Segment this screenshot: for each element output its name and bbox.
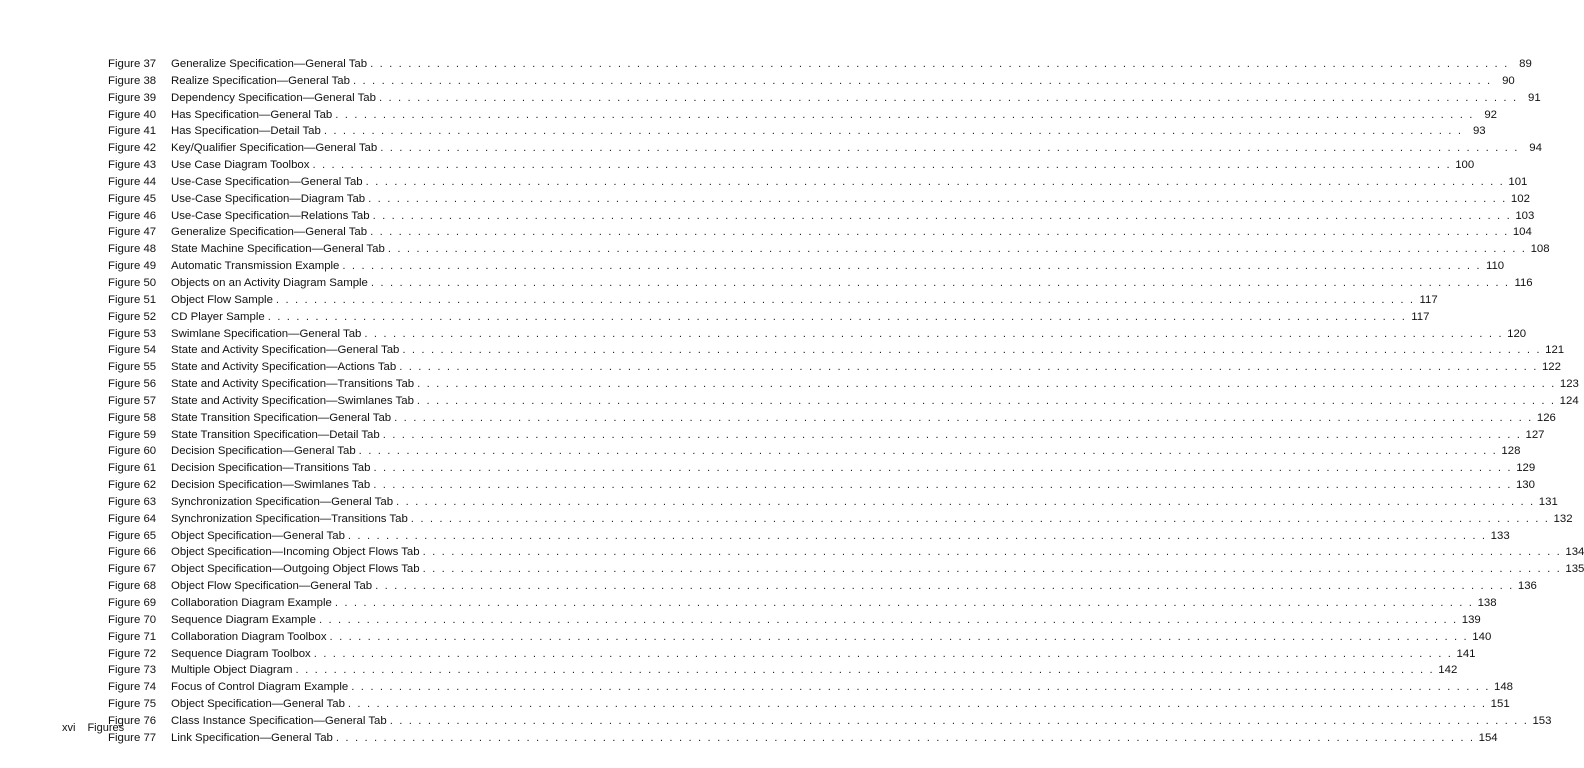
toc-entry[interactable] <box>108 681 1514 698</box>
page-number: 91 <box>1528 91 1541 104</box>
page-number: 100 <box>1455 159 1475 172</box>
figure-number: Figure 71 <box>108 630 157 643</box>
dot-leader: . . . . . . . . . . . . . . . . . . . . . . . . . . . . . . . . . . . . . . . . . . . . . . . . . . . . . . . . . . . . . . . . . . . . . . . . . . . . . . . . . . . . . . . . . . . . . . . . . . . . . . . . . . . . . . . . . . . . . . . . <box>323 125 1463 138</box>
figure-number: Figure 37 <box>108 58 157 70</box>
dot-leader: . . . . . . . . . . . . . . . . . . . . . . . . . . . . . . . . . . . . . . . . . . . . . . . . . . . . . . . . . . . . . . . . . . . . . . . . . . . . . . . . . . . . . . . . . . . . . . . . . . . . . . . . . . . . . . . . . . . . . . . . <box>352 74 1492 87</box>
dot-leader: . . . . . . . . . . . . . . . . . . . . . . . . . . . . . . . . . . . . . . . . . . . . . . . . . . . . . . . . . . . . . . . . . . . . . . . . . . . . . . . . . . . . . . . . . . . . . . . . . . . . . . . . . . . . . . . . . . . . . . . . <box>396 495 1535 508</box>
toc-entry[interactable] <box>108 731 1498 749</box>
toc-entry[interactable] <box>108 159 1475 176</box>
dot-leader: . . . . . . . . . . . . . . . . . . . . . . . . . . . . . . . . . . . . . . . . . . . . . . . . . . . . . . . . . . . . . . . . . . . . . . . . . . . . . . . . . . . . . . . . . . . . . . . . . . . . . . . . . . . . . . . . . . . . . . . . <box>342 260 1482 273</box>
page-number: 124 <box>1559 394 1579 407</box>
figure-number: Figure 38 <box>108 74 157 87</box>
page-number: 110 <box>1485 260 1505 273</box>
page-number: 128 <box>1501 445 1521 458</box>
toc-entry[interactable] <box>108 580 1537 597</box>
page-number: 153 <box>1532 714 1552 727</box>
toc-entry[interactable] <box>108 74 1515 92</box>
page-number: 132 <box>1553 512 1573 525</box>
figure-number: Figure 45 <box>108 192 157 205</box>
page-footer <box>62 722 136 734</box>
page-number: 139 <box>1461 613 1481 626</box>
toc-entry[interactable] <box>108 630 1492 648</box>
toc-entry[interactable] <box>108 613 1481 631</box>
figure-title: State Transition Specification—Detail Tab <box>171 428 380 441</box>
toc-entry[interactable] <box>108 260 1505 277</box>
page-number: 133 <box>1490 529 1510 542</box>
figure-title: Generalize Specification—General Tab <box>171 58 368 70</box>
figure-title: Sequence Diagram Toolbox <box>171 647 311 660</box>
footer-page-number: xvi <box>62 722 76 734</box>
figure-number: Figure 55 <box>108 361 157 374</box>
page-number: 154 <box>1478 731 1498 744</box>
dot-leader: . . . . . . . . . . . . . . . . . . . . . . . . . . . . . . . . . . . . . . . . . . . . . . . . . . . . . . . . . . . . . . . . . . . . . . . . . . . . . . . . . . . . . . . . . . . . . . . . . . . . . . . . . . . . . . . . . . . . . . . . <box>319 613 1458 626</box>
dot-leader: . . . . . . . . . . . . . . . . . . . . . . . . . . . . . . . . . . . . . . . . . . . . . . . . . . . . . . . . . . . . . . . . . . . . . . . . . . . . . . . . . . . . . . . . . . . . . . . . . . . . . . . . . . . . . . . . . . . . . . . . <box>335 731 1475 744</box>
dot-leader: . . . . . . . . . . . . . . . . . . . . . . . . . . . . . . . . . . . . . . . . . . . . . . . . . . . . . . . . . . . . . . . . . . . . . . . . . . . . . . . . . . . . . . . . . . . . . . . . . . . . . . . . . . . . . . . . . . . . . . . . <box>275 293 1415 306</box>
figure-number: Figure 53 <box>108 327 157 340</box>
figure-number: Figure 64 <box>108 512 157 525</box>
toc-entry[interactable] <box>108 175 1528 193</box>
figure-number: Figure 72 <box>108 647 157 660</box>
figure-number: Figure 42 <box>108 142 157 155</box>
page-number: 117 <box>1419 293 1438 306</box>
dot-leader: . . . . . . . . . . . . . . . . . . . . . . . . . . . . . . . . . . . . . . . . . . . . . . . . . . . . . . . . . . . . . . . . . . . . . . . . . . . . . . . . . . . . . . . . . . . . . . . . . . . . . . . . . . . . . . . . . . . . . . . . <box>373 479 1512 492</box>
figure-title: State Transition Specification—General Tab <box>171 411 392 424</box>
dot-leader: . . . . . . . . . . . . . . . . . . . . . . . . . . . . . . . . . . . . . . . . . . . . . . . . . . . . . . . . . . . . . . . . . . . . . . . . . . . . . . . . . . . . . . . . . . . . . . . . . . . . . . . . . . . . . . . . . . . . . . . . <box>351 681 1491 694</box>
figure-number: Figure 74 <box>108 681 157 694</box>
dot-leader: . . . . . . . . . . . . . . . . . . . . . . . . . . . . . . . . . . . . . . . . . . . . . . . . . . . . . . . . . . . . . . . . . . . . . . . . . . . . . . . . . . . . . . . . . . . . . . . . . . . . . . . . . . . . . . . . . . . . . . . . <box>312 159 1452 172</box>
toc-entry[interactable] <box>108 378 1579 395</box>
dot-leader: . . . . . . . . . . . . . . . . . . . . . . . . . . . . . . . . . . . . . . . . . . . . . . . . . . . . . . . . . . . . . . . . . . . . . . . . . . . . . . . . . . . . . . . . . . . . . . . . . . . . . . . . . . . . . . . . . . . . . . . . <box>375 580 1514 593</box>
page-number: 102 <box>1510 192 1530 205</box>
toc-entry[interactable] <box>108 714 1552 732</box>
page-number: 126 <box>1536 411 1556 424</box>
dot-leader: . . . . . . . . . . . . . . . . . . . . . . . . . . . . . . . . . . . . . . . . . . . . . . . . . . . . . . . . . . . . . . . . . . . . . . . . . . . . . . . . . . . . . . . . . . . . . . . . . . . . . . . . . . . . . . . . . . . . . . . . <box>334 597 1474 609</box>
toc-entry[interactable] <box>108 597 1497 614</box>
page-number: 127 <box>1525 428 1545 441</box>
page-number: 108 <box>1530 243 1550 256</box>
figure-title: Sequence Diagram Example <box>171 613 316 626</box>
figure-number: Figure 51 <box>108 293 157 306</box>
page-number: 135 <box>1565 563 1584 576</box>
toc-entry[interactable] <box>108 327 1527 345</box>
dot-leader: . . . . . . . . . . . . . . . . . . . . . . . . . . . . . . . . . . . . . . . . . . . . . . . . . . . . . . . . . . . . . . . . . . . . . . . . . . . . . . . . . . . . . . . . . . . . . . . . . . . . . . . . . . . . . . . . . . . . . . . . <box>410 512 1550 525</box>
figure-number: Figure 66 <box>108 546 157 559</box>
dot-leader: . . . . . . . . . . . . . . . . . . . . . . . . . . . . . . . . . . . . . . . . . . . . . . . . . . . . . . . . . . . . . . . . . . . . . . . . . . . . . . . . . . . . . . . . . . . . . . . . . . . . . . . . . . . . . . . . . . . . . . . . <box>382 428 1522 441</box>
figure-title: State and Activity Specification—Actions Tab <box>171 361 397 374</box>
dot-leader: . . . . . . . . . . . . . . . . . . . . . . . . . . . . . . . . . . . . . . . . . . . . . . . . . . . . . . . . . . . . . . . . . . . . . . . . . . . . . . . . . . . . . . . . . . . . . . . . . . . . . . . . . . . . . . . . . . . . . . . . <box>394 411 1533 424</box>
figure-title: Automatic Transmission Example <box>171 260 340 273</box>
dot-leader: . . . . . . . . . . . . . . . . . . . . . . . . . . . . . . . . . . . . . . . . . . . . . . . . . . . . . . . . . . . . . . . . . . . . . . . . . . . . . . . . . . . . . . . . . . . . . . . . . . . . . . . . . . . . . . . . . . . . . . . . <box>402 344 1542 357</box>
page-number: 122 <box>1541 361 1561 374</box>
toc-entry[interactable] <box>108 293 1438 311</box>
figure-number: Figure 58 <box>108 411 157 424</box>
figure-number: Figure 63 <box>108 495 157 508</box>
figure-number: Figure 68 <box>108 580 157 593</box>
page-number: 142 <box>1438 664 1458 677</box>
dot-leader: . . . . . . . . . . . . . . . . . . . . . . . . . . . . . . . . . . . . . . . . . . . . . . . . . . . . . . . . . . . . . . . . . . . . . . . . . . . . . . . . . . . . . . . . . . . . . . . . . . . . . . . . . . . . . . . . . . . . . . . . <box>370 226 1509 239</box>
toc-entry[interactable] <box>108 243 1550 260</box>
toc-entry[interactable] <box>108 479 1535 496</box>
figure-number: Figure 77 <box>108 731 157 744</box>
figure-number: Figure 67 <box>108 563 157 576</box>
dot-leader: . . . . . . . . . . . . . . . . . . . . . . . . . . . . . . . . . . . . . . . . . . . . . . . . . . . . . . . . . . . . . . . . . . . . . . . . . . . . . . . . . . . . . . . . . . . . . . . . . . . . . . . . . . . . . . . . . . . . . . . . <box>329 630 1469 643</box>
toc-entry[interactable] <box>108 394 1579 412</box>
page-number: 103 <box>1515 209 1535 222</box>
figure-title: Use-Case Specification—General Tab <box>171 175 363 188</box>
figure-number: Figure 65 <box>108 529 157 542</box>
figure-title: Has Specification—General Tab <box>171 108 333 121</box>
dot-leader: . . . . . . . . . . . . . . . . . . . . . . . . . . . . . . . . . . . . . . . . . . . . . . . . . . . . . . . . . . . . . . . . . . . . . . . . . . . . . . . . . . . . . . . . . . . . . . . . . . . . . . . . . . . . . . . . . . . . . . . . <box>368 192 1507 205</box>
toc-entry[interactable] <box>108 142 1542 159</box>
figure-title: State Machine Specification—General Tab <box>171 243 385 256</box>
figure-number: Figure 49 <box>108 260 157 273</box>
toc-entry[interactable] <box>108 58 1532 75</box>
page-number: 123 <box>1559 378 1579 391</box>
dot-leader: . . . . . . . . . . . . . . . . . . . . . . . . . . . . . . . . . . . . . . . . . . . . . . . . . . . . . . . . . . . . . . . . . . . . . . . . . . . . . . . . . . . . . . . . . . . . . . . . . . . . . . . . . . . . . . . . . . . . . . . . <box>313 647 1453 660</box>
dot-leader: . . . . . . . . . . . . . . . . . . . . . . . . . . . . . . . . . . . . . . . . . . . . . . . . . . . . . . . . . . . . . . . . . . . . . . . . . . . . . . . . . . . . . . . . . . . . . . . . . . . . . . . . . . . . . . . . . . . . . . . . <box>370 276 1510 289</box>
figure-number: Figure 59 <box>108 428 157 441</box>
figure-number: Figure 43 <box>108 159 157 172</box>
page-number: 94 <box>1529 142 1542 155</box>
page-number: 92 <box>1484 108 1498 121</box>
toc-entry[interactable] <box>108 108 1498 126</box>
page-number: 148 <box>1494 681 1514 694</box>
figure-title: Decision Specification—Swimlanes Tab <box>171 479 371 492</box>
figure-number: Figure 39 <box>108 91 157 104</box>
dot-leader: . . . . . . . . . . . . . . . . . . . . . . . . . . . . . . . . . . . . . . . . . . . . . . . . . . . . . . . . . . . . . . . . . . . . . . . . . . . . . . . . . . . . . . . . . . . . . . . . . . . . . . . . . . . . . . . . . . . . . . . . <box>365 175 1505 188</box>
page-number: 131 <box>1538 495 1558 508</box>
page-number: 151 <box>1490 698 1510 711</box>
figure-title: State and Activity Specification—Transitions Tab <box>171 378 415 391</box>
page-number: 130 <box>1515 479 1535 492</box>
toc-entry[interactable] <box>108 91 1541 109</box>
figure-title: Class Instance Specification—General Tab <box>171 714 387 727</box>
figure-title: CD Player Sample <box>171 310 265 323</box>
figure-title: Decision Specification—General Tab <box>171 445 356 458</box>
page-number: 129 <box>1516 462 1536 475</box>
figure-number: Figure 56 <box>108 378 157 391</box>
page-number: 104 <box>1512 226 1532 239</box>
toc-entry[interactable] <box>108 361 1561 378</box>
figure-title: Object Flow Specification—General Tab <box>171 580 373 593</box>
figure-number: Figure 44 <box>108 175 157 188</box>
figure-title: Has Specification—Detail Tab <box>171 125 321 138</box>
figure-number: Figure 61 <box>108 462 157 475</box>
figure-number: Figure 40 <box>108 108 157 121</box>
toc-entry[interactable] <box>108 664 1458 681</box>
list-of-figures <box>108 58 1584 749</box>
figure-number: Figure 57 <box>108 394 157 407</box>
page-number: 138 <box>1477 597 1497 609</box>
toc-entry[interactable] <box>108 529 1510 547</box>
figure-number: Figure 50 <box>108 276 157 289</box>
figure-number: Figure 76 <box>108 714 157 727</box>
page-number: 101 <box>1508 175 1528 188</box>
dot-leader: . . . . . . . . . . . . . . . . . . . . . . . . . . . . . . . . . . . . . . . . . . . . . . . . . . . . . . . . . . . . . . . . . . . . . . . . . . . . . . . . . . . . . . . . . . . . . . . . . . . . . . . . . . . . . . . . . . . . . . . . <box>347 698 1487 711</box>
page-number: 140 <box>1472 630 1492 643</box>
toc-entry[interactable] <box>108 563 1584 580</box>
page-number: 89 <box>1519 58 1532 70</box>
toc-entry[interactable] <box>108 344 1565 361</box>
figure-title: State and Activity Specification—Swimlanes Tab <box>171 394 414 407</box>
figure-number: Figure 47 <box>108 226 157 239</box>
dot-leader: . . . . . . . . . . . . . . . . . . . . . . . . . . . . . . . . . . . . . . . . . . . . . . . . . . . . . . . . . . . . . . . . . . . . . . . . . . . . . . . . . . . . . . . . . . . . . . . . . . . . . . . . . . . . . . . . . . . . . . . . <box>422 546 1562 559</box>
toc-entry[interactable] <box>108 209 1535 227</box>
toc-entry[interactable] <box>108 462 1536 479</box>
figure-number: Figure 54 <box>108 344 157 357</box>
toc-entry[interactable] <box>108 546 1584 563</box>
figure-number: Figure 46 <box>108 209 157 222</box>
dot-leader: . . . . . . . . . . . . . . . . . . . . . . . . . . . . . . . . . . . . . . . . . . . . . . . . . . . . . . . . . . . . . . . . . . . . . . . . . . . . . . . . . . . . . . . . . . . . . . . . . . . . . . . . . . . . . . . . . . . . . . . . <box>335 108 1475 121</box>
figure-number: Figure 48 <box>108 243 157 256</box>
page-number: 141 <box>1456 647 1476 660</box>
page-number: 93 <box>1472 125 1486 138</box>
toc-entry[interactable] <box>108 411 1556 429</box>
toc-entry[interactable] <box>108 192 1530 210</box>
figure-number: Figure 75 <box>108 698 157 711</box>
figure-title: Link Specification—General Tab <box>171 731 333 744</box>
dot-leader: . . . . . . . . . . . . . . . . . . . . . . . . . . . . . . . . . . . . . . . . . . . . . . . . . . . . . . . . . . . . . . . . . . . . . . . . . . . . . . . . . . . . . . . . . . . . . . . . . . . . . . . . . . . . . . . . . . . . . . . . <box>389 714 1529 727</box>
figure-title: Object Flow Sample <box>171 293 273 306</box>
figure-title: Multiple Object Diagram <box>171 664 293 677</box>
page-number: 116 <box>1514 276 1533 289</box>
dot-leader: . . . . . . . . . . . . . . . . . . . . . . . . . . . . . . . . . . . . . . . . . . . . . . . . . . . . . . . . . . . . . . . . . . . . . . . . . . . . . . . . . . . . . . . . . . . . . . . . . . . . . . . . . . . . . . . . . . . . . . . . <box>387 243 1527 256</box>
figure-number: Figure 52 <box>108 310 157 323</box>
figure-number: Figure 69 <box>108 597 157 609</box>
figure-title: Object Specification—General Tab <box>171 698 345 711</box>
toc-entry[interactable] <box>108 310 1430 328</box>
dot-leader: . . . . . . . . . . . . . . . . . . . . . . . . . . . . . . . . . . . . . . . . . . . . . . . . . . . . . . . . . . . . . . . . . . . . . . . . . . . . . . . . . . . . . . . . . . . . . . . . . . . . . . . . . . . . . . . . . . . . . . . . <box>364 327 1504 340</box>
figure-number: Figure 62 <box>108 479 157 492</box>
figure-title: Objects on an Activity Diagram Sample <box>171 276 368 289</box>
figure-title: Key/Qualifier Specification—General Tab <box>171 142 378 155</box>
dot-leader: . . . . . . . . . . . . . . . . . . . . . . . . . . . . . . . . . . . . . . . . . . . . . . . . . . . . . . . . . . . . . . . . . . . . . . . . . . . . . . . . . . . . . . . . . . . . . . . . . . . . . . . . . . . . . . . . . . . . . . . . <box>370 58 1509 70</box>
figure-title: Realize Specification—General Tab <box>171 74 350 87</box>
dot-leader: . . . . . . . . . . . . . . . . . . . . . . . . . . . . . . . . . . . . . . . . . . . . . . . . . . . . . . . . . . . . . . . . . . . . . . . . . . . . . . . . . . . . . . . . . . . . . . . . . . . . . . . . . . . . . . . . . . . . . . . . <box>399 361 1538 374</box>
dot-leader: . . . . . . . . . . . . . . . . . . . . . . . . . . . . . . . . . . . . . . . . . . . . . . . . . . . . . . . . . . . . . . . . . . . . . . . . . . . . . . . . . . . . . . . . . . . . . . . . . . . . . . . . . . . . . . . . . . . . . . . . <box>416 394 1556 407</box>
dot-leader: . . . . . . . . . . . . . . . . . . . . . . . . . . . . . . . . . . . . . . . . . . . . . . . . . . . . . . . . . . . . . . . . . . . . . . . . . . . . . . . . . . . . . . . . . . . . . . . . . . . . . . . . . . . . . . . . . . . . . . . . <box>380 142 1519 155</box>
toc-entry[interactable] <box>108 495 1558 513</box>
figure-title: Object Specification—General Tab <box>171 529 345 542</box>
page-number: 134 <box>1565 546 1584 559</box>
toc-entry[interactable] <box>108 125 1486 142</box>
figure-title: Object Specification—Incoming Object Flows Tab <box>171 546 420 559</box>
page-number: 117 <box>1411 310 1430 323</box>
dot-leader: . . . . . . . . . . . . . . . . . . . . . . . . . . . . . . . . . . . . . . . . . . . . . . . . . . . . . . . . . . . . . . . . . . . . . . . . . . . . . . . . . . . . . . . . . . . . . . . . . . . . . . . . . . . . . . . . . . . . . . . . <box>267 310 1407 323</box>
page-number: 121 <box>1545 344 1565 357</box>
page-number: 136 <box>1517 580 1537 593</box>
toc-entry[interactable] <box>108 647 1476 665</box>
dot-leader: . . . . . . . . . . . . . . . . . . . . . . . . . . . . . . . . . . . . . . . . . . . . . . . . . . . . . . . . . . . . . . . . . . . . . . . . . . . . . . . . . . . . . . . . . . . . . . . . . . . . . . . . . . . . . . . . . . . . . . . . <box>378 91 1518 104</box>
figure-title: Synchronization Specification—Transitions Tab <box>171 512 408 525</box>
toc-entry[interactable] <box>108 428 1545 446</box>
figure-number: Figure 73 <box>108 664 157 677</box>
figure-title: State and Activity Specification—General Tab <box>171 344 400 357</box>
figure-title: Use-Case Specification—Relations Tab <box>171 209 370 222</box>
figure-title: Collaboration Diagram Example <box>171 597 332 609</box>
figure-number: Figure 70 <box>108 613 157 626</box>
figure-title: Synchronization Specification—General Tab <box>171 495 394 508</box>
toc-entry[interactable] <box>108 226 1532 243</box>
dot-leader: . . . . . . . . . . . . . . . . . . . . . . . . . . . . . . . . . . . . . . . . . . . . . . . . . . . . . . . . . . . . . . . . . . . . . . . . . . . . . . . . . . . . . . . . . . . . . . . . . . . . . . . . . . . . . . . . . . . . . . . . <box>372 209 1512 222</box>
figure-title: Use-Case Specification—Diagram Tab <box>171 192 366 205</box>
dot-leader: . . . . . . . . . . . . . . . . . . . . . . . . . . . . . . . . . . . . . . . . . . . . . . . . . . . . . . . . . . . . . . . . . . . . . . . . . . . . . . . . . . . . . . . . . . . . . . . . . . . . . . . . . . . . . . . . . . . . . . . . <box>347 529 1487 542</box>
dot-leader: . . . . . . . . . . . . . . . . . . . . . . . . . . . . . . . . . . . . . . . . . . . . . . . . . . . . . . . . . . . . . . . . . . . . . . . . . . . . . . . . . . . . . . . . . . . . . . . . . . . . . . . . . . . . . . . . . . . . . . . . <box>373 462 1513 475</box>
dot-leader: . . . . . . . . . . . . . . . . . . . . . . . . . . . . . . . . . . . . . . . . . . . . . . . . . . . . . . . . . . . . . . . . . . . . . . . . . . . . . . . . . . . . . . . . . . . . . . . . . . . . . . . . . . . . . . . . . . . . . . . . <box>417 378 1556 391</box>
page-number: 120 <box>1507 327 1527 340</box>
page-number: 90 <box>1502 74 1515 87</box>
footer-section-title: Figures <box>87 722 125 734</box>
figure-title: Object Specification—Outgoing Object Flows Tab <box>171 563 420 576</box>
dot-leader: . . . . . . . . . . . . . . . . . . . . . . . . . . . . . . . . . . . . . . . . . . . . . . . . . . . . . . . . . . . . . . . . . . . . . . . . . . . . . . . . . . . . . . . . . . . . . . . . . . . . . . . . . . . . . . . . . . . . . . . . <box>295 664 1435 677</box>
figure-title: Dependency Specification—General Tab <box>171 91 376 104</box>
figure-title: Generalize Specification—General Tab <box>171 226 368 239</box>
toc-entry[interactable] <box>108 512 1573 530</box>
figure-title: Use Case Diagram Toolbox <box>171 159 310 172</box>
toc-entry[interactable] <box>108 698 1510 715</box>
figure-title: Focus of Control Diagram Example <box>171 681 349 694</box>
figure-title: Collaboration Diagram Toolbox <box>171 630 327 643</box>
figure-title: Swimlane Specification—General Tab <box>171 327 362 340</box>
figure-number: Figure 60 <box>108 445 157 458</box>
figure-number: Figure 41 <box>108 125 157 138</box>
toc-entry[interactable] <box>108 445 1521 462</box>
dot-leader: . . . . . . . . . . . . . . . . . . . . . . . . . . . . . . . . . . . . . . . . . . . . . . . . . . . . . . . . . . . . . . . . . . . . . . . . . . . . . . . . . . . . . . . . . . . . . . . . . . . . . . . . . . . . . . . . . . . . . . . . <box>358 445 1498 458</box>
toc-entry[interactable] <box>108 276 1533 294</box>
figure-title: Decision Specification—Transitions Tab <box>171 462 371 475</box>
dot-leader: . . . . . . . . . . . . . . . . . . . . . . . . . . . . . . . . . . . . . . . . . . . . . . . . . . . . . . . . . . . . . . . . . . . . . . . . . . . . . . . . . . . . . . . . . . . . . . . . . . . . . . . . . . . . . . . . . . . . . . . . <box>422 563 1562 576</box>
